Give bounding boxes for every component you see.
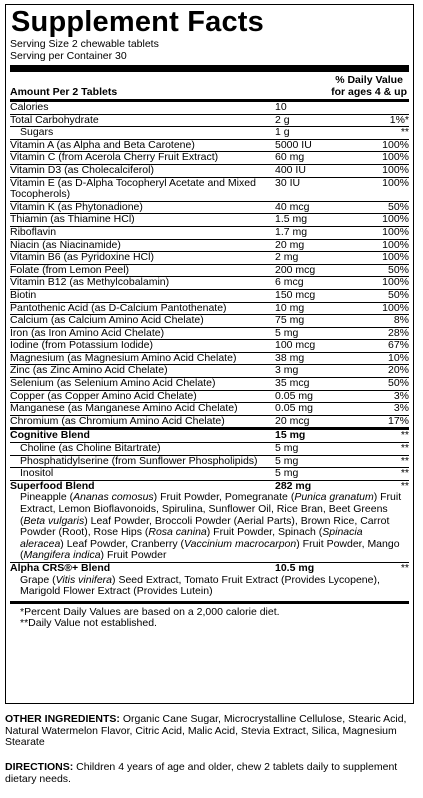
nutrient-name: Vitamin A (as Alpha and Beta Carotene) xyxy=(10,138,195,151)
nutrient-daily-value: ** xyxy=(400,442,409,455)
nutrient-row xyxy=(10,402,409,415)
nutrient-amount: 5 mg xyxy=(275,442,299,455)
nutrient-name: Iodine (from Potassium Iodide) xyxy=(10,339,153,352)
panel-title: Supplement Facts xyxy=(11,6,264,38)
nutrient-daily-value: ** xyxy=(400,454,409,467)
nutrient-daily-value: 17% xyxy=(387,414,409,427)
nutrient-name: Manganese (as Manganese Amino Acid Chelate) xyxy=(10,402,238,415)
cognitive-blend-items xyxy=(10,442,409,480)
nutrient-name: Magnesium (as Magnesium Amino Acid Chelate) xyxy=(10,351,237,364)
nutrient-row xyxy=(10,114,409,127)
superfood-blend-row: Superfood Blend 282 mg ** xyxy=(10,479,409,492)
alpha-blend-row: Alpha CRS®+ Blend 10.5 mg ** xyxy=(10,561,409,574)
nutrient-amount: 100 mcg xyxy=(275,339,316,352)
nutrient-amount: 10 mg xyxy=(275,301,305,314)
nutrient-name: Chromium (as Chromium Amino Acid Chelate) xyxy=(10,414,225,427)
ingredient-text: ) Leaf Powder, Cranberry ( xyxy=(60,537,184,550)
nutrient-row xyxy=(10,139,409,152)
superfood-blend-ingredients xyxy=(10,492,409,562)
nutrient-amount: 0.05 mg xyxy=(275,389,313,402)
alpha-blend-ingredients xyxy=(10,575,409,598)
botanical-name: Beta vulgaris xyxy=(23,514,85,527)
nutrient-amount: 1.7 mg xyxy=(275,225,308,238)
other-ingredients-text: Organic Cane Sugar, Microcrystalline Cellulose, Stearic Acid, Natural Watermelon Flavor, Citric Acid, Malic Acid, Stevia Extract, Silica, Magnesium Stearate xyxy=(5,713,407,749)
ingredient-text: ) Fruit Powder, Pomegranate ( xyxy=(153,491,295,504)
ingredient-text: ) Fruit Powder, Spinach ( xyxy=(206,526,323,539)
nutrient-name: Copper (as Copper Amino Acid Chelate) xyxy=(10,389,197,402)
nutrient-daily-value: 50% xyxy=(387,288,409,301)
nutrient-name: Thiamin (as Thiamine HCl) xyxy=(10,213,135,226)
nutrient-name: Niacin (as Niacinamide) xyxy=(10,238,121,251)
nutrient-name: Iron (as Iron Amino Acid Chelate) xyxy=(10,326,165,339)
nutrient-daily-value: 100% xyxy=(382,176,409,189)
nutrient-row xyxy=(10,251,409,264)
nutrient-amount: 400 IU xyxy=(275,163,306,176)
nutrient-row xyxy=(10,415,409,428)
nutrient-name: Total Carbohydrate xyxy=(10,113,99,126)
nutrient-amount: 5 mg xyxy=(275,467,299,480)
nutrient-amount: 10 xyxy=(275,101,287,113)
nutrient-daily-value: 10% xyxy=(387,351,409,364)
nutrient-amount: 3 mg xyxy=(275,364,299,377)
botanical-name: Vaccinium macrocarpon xyxy=(184,537,297,550)
nutrient-row xyxy=(10,302,409,315)
nutrient-row xyxy=(10,151,409,164)
nutrient-name: Sugars xyxy=(20,126,54,139)
nutrient-row xyxy=(10,213,409,226)
nutrient-daily-value: 100% xyxy=(382,163,409,176)
botanical-name: Vitis vinifera xyxy=(55,573,113,586)
nutrient-amount: 40 mcg xyxy=(275,200,310,213)
nutrient-name: Inositol xyxy=(20,467,54,480)
nutrient-row xyxy=(10,289,409,302)
other-ingredients-label: OTHER INGREDIENTS: xyxy=(5,713,120,725)
nutrient-name: Vitamin B6 (as Pyridoxine HCl) xyxy=(10,251,154,264)
nutrient-amount: 5 mg xyxy=(275,326,299,339)
nutrient-row xyxy=(10,327,409,340)
nutrient-amount: 200 mcg xyxy=(275,263,316,276)
nutrient-daily-value: 100% xyxy=(382,225,409,238)
nutrient-daily-value: ** xyxy=(400,126,409,139)
nutrient-row xyxy=(10,377,409,390)
nutrient-amount: 5 mg xyxy=(275,454,299,467)
nutrient-daily-value: 50% xyxy=(387,200,409,213)
nutrient-daily-value: 100% xyxy=(382,251,409,264)
nutrient-name: Choline (as Choline Bitartrate) xyxy=(20,442,161,455)
nutrient-name: Calories xyxy=(10,101,49,113)
cognitive-blend-row: Cognitive Blend 15 mg ** xyxy=(10,429,409,442)
nutrient-row xyxy=(10,276,409,289)
nutrient-row xyxy=(10,102,409,114)
nutrient-amount: 1 g xyxy=(275,126,290,139)
nutrient-name: Pantothenic Acid (as D-Calcium Pantothenate) xyxy=(10,301,227,314)
footnote-daily-values: *Percent Daily Values are based on a 2,000 calorie diet. xyxy=(20,605,280,618)
nutrient-amount: 20 mg xyxy=(275,238,305,251)
nutrient-daily-value: 3% xyxy=(393,389,409,402)
nutrient-row xyxy=(10,364,409,377)
nutrient-daily-value: 50% xyxy=(387,263,409,276)
nutrient-row xyxy=(10,339,409,352)
nutrient-amount: 5000 IU xyxy=(275,138,312,151)
botanical-name: Mangifera indica xyxy=(23,549,101,562)
nutrient-amount: 35 mcg xyxy=(275,377,310,390)
amount-header: Amount Per 2 Tablets xyxy=(10,86,118,98)
botanical-name: Spinacia aleracea xyxy=(20,526,363,550)
nutrient-row xyxy=(10,177,409,201)
nutrient-name: Zinc (as Zinc Amino Acid Chelate) xyxy=(10,364,168,377)
serving-size: Serving Size 2 chewable tablets xyxy=(10,38,159,50)
nutrient-daily-value: ** xyxy=(400,467,409,480)
ingredient-text: ) Seed Extract, Tomato Fruit Extract (Provides Lycopene), Marigold Flower Extract (Provides Lutein) xyxy=(20,573,380,598)
nutrient-row xyxy=(10,390,409,403)
ingredient-text: ) Fruit Powder, Mango ( xyxy=(20,537,400,562)
nutrient-amount: 6 mcg xyxy=(275,276,304,289)
nutrient-daily-value: 28% xyxy=(387,326,409,339)
nutrient-name: Vitamin C (from Acerola Cherry Fruit Extract) xyxy=(10,151,219,164)
nutrient-row xyxy=(10,314,409,327)
table-header xyxy=(10,65,409,99)
nutrient-row xyxy=(10,442,409,455)
ingredient-text: Pineapple ( xyxy=(20,491,74,504)
nutrient-daily-value: 100% xyxy=(382,138,409,151)
nutrient-name: Folate (from Lemon Peel) xyxy=(10,263,130,276)
nutrient-name: Riboflavin xyxy=(10,225,57,238)
other-ingredients xyxy=(5,714,415,749)
nutrient-amount: 75 mg xyxy=(275,314,305,327)
directions-label: DIRECTIONS: xyxy=(5,761,74,773)
nutrient-amount: 1.5 mg xyxy=(275,213,308,226)
botanical-name: Rosa canina xyxy=(148,526,207,539)
directions-text: Children 4 years of age and older, chew 2 tablets daily to supplement dietary needs. xyxy=(5,761,398,785)
nutrient-daily-value: 67% xyxy=(387,339,409,352)
nutrient-amount: 30 IU xyxy=(275,176,301,189)
nutrient-amount: 20 mcg xyxy=(275,414,310,427)
nutrient-amount: 150 mcg xyxy=(275,288,316,301)
nutrient-amount: 0.05 mg xyxy=(275,402,313,415)
nutrient-name: Selenium (as Selenium Amino Acid Chelate) xyxy=(10,377,216,390)
nutrient-daily-value: 8% xyxy=(393,314,409,327)
nutrient-row xyxy=(10,264,409,277)
ingredient-text: ) Fruit Extract, Lemon Bioflavonoids, Spirulina, Sunflower Oil, Rice Bran, Beet Greens ( xyxy=(20,491,402,527)
botanical-name: Punica granatum xyxy=(294,491,374,504)
ingredient-text: ) Leaf Powder, Broccoli Powder (Aerial Parts), Brown Rice, Carrot Powder (Root), Rose Hips ( xyxy=(20,514,390,539)
nutrient-amount: 2 g xyxy=(275,113,290,126)
nutrient-name: Vitamin B12 (as Methylcobalamin) xyxy=(10,276,170,289)
nutrient-name: Biotin xyxy=(10,288,37,301)
nutrient-row xyxy=(10,201,409,214)
nutrient-daily-value: 100% xyxy=(382,238,409,251)
nutrient-row xyxy=(10,352,409,365)
nutrient-daily-value: 100% xyxy=(382,213,409,226)
nutrient-name: Calcium (as Calcium Amino Acid Chelate) xyxy=(10,314,204,327)
nutrient-daily-value: 100% xyxy=(382,301,409,314)
nutrient-row xyxy=(10,126,409,139)
nutrient-daily-value: 20% xyxy=(387,364,409,377)
ingredient-text: ) Fruit Powder xyxy=(100,549,167,562)
nutrient-daily-value: 50% xyxy=(387,377,409,390)
nutrient-amount: 60 mg xyxy=(275,151,305,164)
nutrient-row xyxy=(10,226,409,239)
botanical-name: Ananas comosus xyxy=(73,491,154,504)
nutrient-amount: 2 mg xyxy=(275,251,299,264)
nutrient-daily-value: 3% xyxy=(393,402,409,415)
nutrient-amount: 38 mg xyxy=(275,351,305,364)
nutrient-name: Vitamin K (as Phytonadione) xyxy=(10,200,143,213)
nutrient-daily-value xyxy=(365,102,409,114)
nutrient-daily-value: 100% xyxy=(382,276,409,289)
nutrient-row xyxy=(10,455,409,468)
nutrient-row xyxy=(10,239,409,252)
nutrient-daily-value: 1%* xyxy=(389,113,409,126)
nutrient-name: Vitamin D3 (as Cholecalciferol) xyxy=(10,163,154,176)
nutrient-daily-value: 100% xyxy=(382,151,409,164)
ingredient-text: Grape ( xyxy=(20,573,56,586)
servings-per-container: Serving per Container 30 xyxy=(10,49,127,62)
nutrient-name: Phosphatidylserine (from Sunflower Phospholipids) xyxy=(20,454,258,467)
nutrient-name: Vitamin E (as D-Alpha Tocopheryl Acetate and Mixed Tocopherols) xyxy=(10,176,256,201)
supplement-facts-panel xyxy=(5,4,414,704)
footnotes xyxy=(10,604,409,630)
nutrient-row xyxy=(10,164,409,177)
footnote-not-established: **Daily Value not established. xyxy=(20,617,157,630)
nutrient-list xyxy=(10,102,409,427)
daily-value-header: % Daily Value for ages 4 & up xyxy=(331,74,407,98)
directions xyxy=(5,762,415,785)
nutrient-row xyxy=(10,467,409,480)
